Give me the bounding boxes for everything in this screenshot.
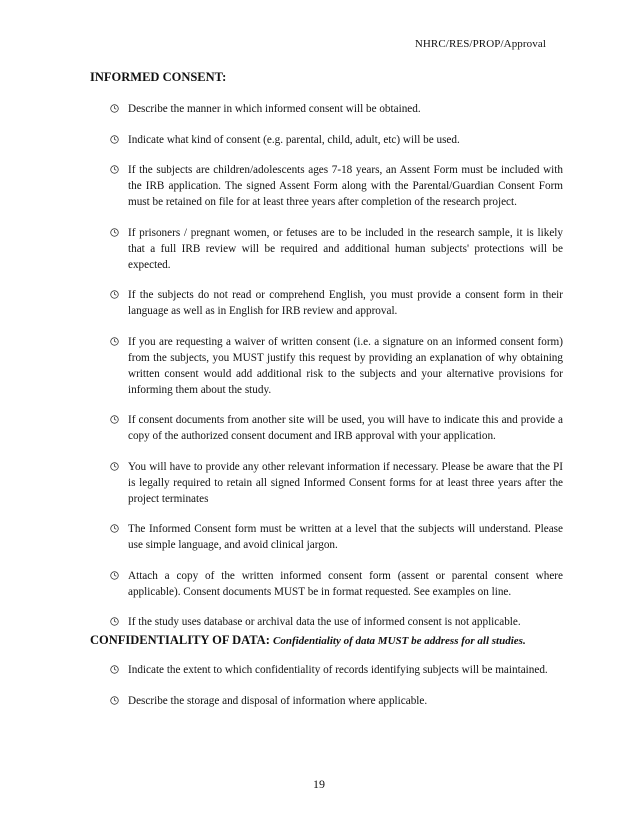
clock-icon: [110, 337, 119, 346]
confidentiality-item-text: Indicate the extent to which confidentiality of records identifying subjects will be maintained.: [128, 664, 548, 676]
informed-consent-title: INFORMED CONSENT:: [90, 70, 227, 84]
consent-item: [108, 287, 563, 319]
consent-item: [108, 225, 563, 273]
consent-item-text: Describe the manner in which informed consent will be obtained.: [128, 103, 421, 115]
confidentiality-item: [108, 662, 563, 678]
clock-icon: [110, 228, 119, 237]
clock-icon: [110, 104, 119, 113]
consent-item: [108, 412, 563, 444]
informed-consent-list: [108, 101, 563, 645]
consent-item-text: Indicate what kind of consent (e.g. parental, child, adult, etc) will be used.: [128, 133, 460, 146]
clock-icon: [110, 665, 119, 674]
consent-item: [108, 521, 563, 553]
consent-item-text: If the subjects are children/adolescents ages 7-18 years, an Assent Form must be included with the IRB application. The signed Assent Form along with the Parental/Guardian Consent Form must be retained on file for at least three years after completion of the research project.: [128, 164, 563, 208]
confidentiality-item-text: Describe the storage and disposal of information where applicable.: [128, 694, 428, 707]
confidentiality-heading: [90, 633, 526, 648]
consent-item: [108, 334, 563, 398]
clock-icon: [110, 571, 119, 580]
confidentiality-list: [108, 662, 563, 723]
clock-icon: [110, 462, 119, 471]
consent-item-text: The Informed Consent form must be written at a level that the subjects will understand. Please use simple language, and avoid clinical jargon.: [128, 523, 563, 551]
confidentiality-item: [108, 693, 563, 709]
consent-item-text: If you are requesting a waiver of written consent (i.e. a signature on an informed consent form) from the subjects, you MUST justify this request by providing an explanation of why obtaining written consent would add additional risk to the subjects and your alternative provisions for informing them about the study.: [128, 335, 563, 396]
confidentiality-title: CONFIDENTIALITY OF DATA:: [90, 633, 270, 647]
consent-item: [108, 162, 563, 210]
clock-icon: [110, 524, 119, 533]
confidentiality-note: Confidentiality of data MUST be address for all studies.: [273, 635, 526, 647]
clock-icon: [110, 696, 119, 705]
clock-icon: [110, 617, 119, 626]
consent-item-text: If the study uses database or archival data the use of informed consent is not applicable.: [128, 616, 521, 628]
consent-item: [108, 459, 563, 507]
clock-icon: [110, 290, 119, 299]
consent-item-text: If the subjects do not read or comprehend English, you must provide a consent form in their language as well as in English for IRB review and approval.: [128, 289, 563, 317]
informed-consent-heading: [90, 70, 226, 85]
consent-item: [108, 132, 563, 148]
consent-item: [108, 614, 563, 630]
page-number: 19: [313, 777, 325, 791]
consent-item-text: Attach a copy of the written informed consent form (assent or parental consent where applicable). Consent documents MUST be in format requested. See examples on line.: [128, 569, 563, 598]
document-reference: NHRC/RES/PROP/Approval: [414, 38, 546, 50]
clock-icon: [110, 415, 119, 424]
consent-item: [108, 101, 563, 117]
clock-icon: [110, 135, 119, 144]
consent-item: [108, 568, 563, 600]
consent-item-text: If consent documents from another site will be used, you will have to indicate this and provide a copy of the authorized consent document and IRB approval with your application.: [128, 414, 563, 442]
consent-item-text: If prisoners / pregnant women, or fetuses are to be included in the research sample, it is likely that a full IRB review will be required and additional human subjects' protections will be expected.: [128, 226, 563, 271]
consent-item-text: You will have to provide any other relevant information if necessary. Please be aware that the PI is legally required to retain all signed Informed Consent forms for at least three years after the project terminates: [128, 460, 563, 505]
clock-icon: [110, 165, 119, 174]
